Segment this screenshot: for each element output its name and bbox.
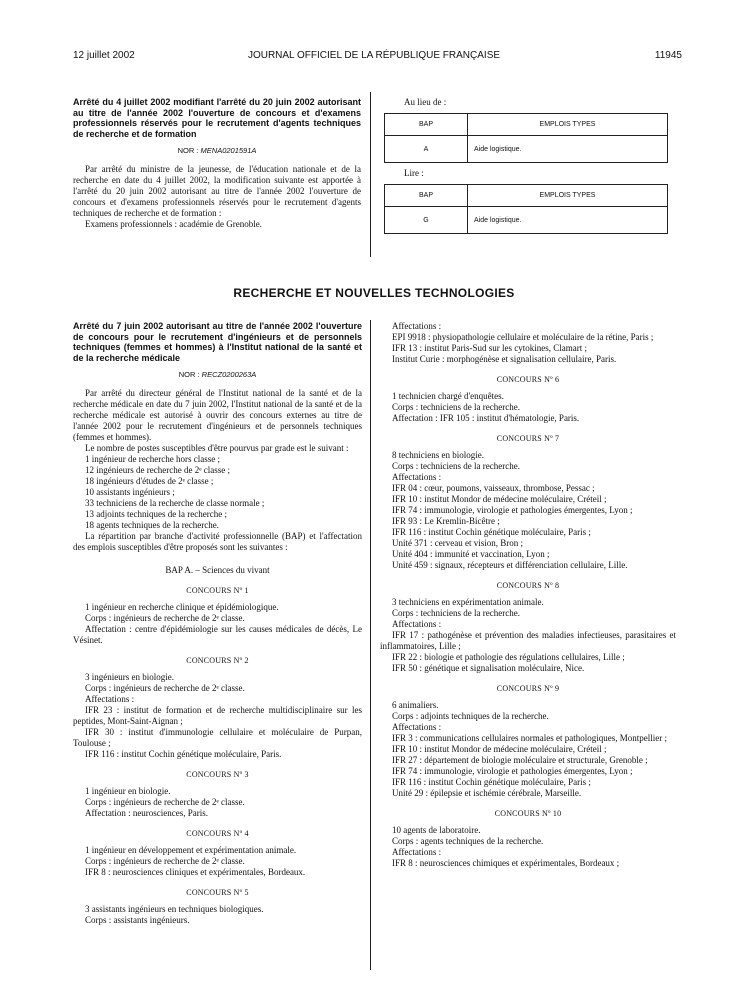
concours-heading: CONCOURS Nº 3 [186, 770, 249, 779]
list-item: Unité 459 : signaux, récepteurs et différenciation cellulaire, Lille. [392, 560, 628, 570]
list-item: Unité 371 : cerveau et vision, Bron ; [392, 538, 523, 548]
arrete2-paragraph: Le nombre de postes susceptibles d'être pourvus par grade est le suivant : [85, 443, 349, 453]
lire-label: Lire : [404, 168, 424, 178]
list-item: 1 technicien chargé d'enquêtes. [392, 391, 504, 401]
emploi-type: Aide logistique. [468, 136, 668, 163]
col-emplois-header: EMPLOIS TYPES [468, 114, 668, 136]
old-bap-table [384, 113, 668, 163]
list-item: 1 ingénieur en recherche clinique et épidémiologique. [85, 602, 279, 612]
list-item: 33 techniciens de la recherche de classe normale ; [85, 498, 265, 508]
list-item: IFR 22 : biologie et pathologie des régulations cellulaires, Lille ; [392, 652, 625, 662]
list-item: 6 animaliers. [392, 700, 439, 710]
concours-heading: CONCOURS Nº 1 [186, 586, 249, 595]
list-item: 10 agents de laboratoire. [392, 825, 481, 835]
list-item: Corps : techniciens de la recherche. [392, 402, 520, 412]
list-item: Unité 404 : immunité et vaccination, Lyon ; [392, 549, 550, 559]
list-item: Corps : techniciens de la recherche. [392, 461, 520, 471]
header-page-number: 11945 [654, 50, 682, 61]
list-item: Unité 29 : épilepsie et ischémie cérébrale, Marseille. [392, 788, 582, 798]
list-item: Affectations : [392, 619, 442, 629]
bap-code: A [385, 136, 468, 163]
nor-label: NOR : [177, 146, 199, 155]
list-item: Affectations : [392, 722, 442, 732]
list-item: Corps : assistants ingénieurs. [85, 915, 190, 925]
list-item: IFR 93 : Le Kremlin-Bicêtre ; [392, 516, 500, 526]
arrete1-paragraph: Par arrêté du ministre de la jeunesse, de l'éducation nationale et de la recherche en date du 4 juillet 2002, la modification suivante est apportée à l'arrêté du 20 juin 2002 autorisant au titre de l'année 2002 l'ouverture de concours et d'examens professionnels réservés pour le recrutement d'agents techniques de recherche et de formation : [73, 164, 361, 218]
list-item: Affectations : [392, 472, 442, 482]
list-item: IFR 8 : neurosciences chimiques et expérimentales, Bordeaux ; [392, 858, 620, 868]
list-item: Affectations : [392, 847, 442, 857]
arrete2-title: Arrêté du 7 juin 2002 autorisant au titre de l'année 2002 l'ouverture de concours pour le recrutement d'ingénieurs et de personnels techniques (femmes et hommes) à l'Institut national de la santé et de la recherche médicale [73, 321, 362, 363]
concours-heading: CONCOURS Nº 10 [494, 809, 562, 818]
correction-column [382, 97, 674, 239]
list-item: Institut Curie : morphogénèse et signalisation cellulaire, Paris. [392, 354, 617, 364]
arrete2-column [73, 321, 362, 926]
list-item: 1 ingénieur de recherche hors classe ; [85, 454, 220, 464]
emploi-type: Aide logistique. [468, 207, 668, 234]
nor-label: NOR : [178, 370, 200, 379]
list-item: 8 techniciens en biologie. [392, 450, 484, 460]
column-divider [370, 320, 371, 970]
nor-code: RECZ0200263A [201, 370, 257, 379]
header-journal-title: JOURNAL OFFICIEL DE LA RÉPUBLIQUE FRANÇAISE [247, 50, 501, 61]
list-item: 1 ingénieur en biologie. [85, 786, 171, 796]
list-item: IFR 13 : institut Paris-Sud sur les cytokines, Clamart ; [392, 343, 587, 353]
section-title: RECHERCHE ET NOUVELLES TECHNOLOGIES [233, 286, 515, 300]
bap-heading: BAP A. – Sciences du vivant [165, 565, 270, 575]
concours-heading: CONCOURS Nº 4 [186, 829, 249, 838]
list-item: EPI 9918 : physiopathologie cellulaire et moléculaire de la rétine, Paris ; [392, 332, 654, 342]
list-item: 10 assistants ingénieurs ; [85, 487, 175, 497]
list-item: Affectation : IFR 105 : institut d'hématologie, Paris. [392, 413, 580, 423]
list-item: IFR 04 : cœur, poumons, vaisseaux, thrombose, Pessac ; [392, 483, 595, 493]
concours-heading: CONCOURS Nº 8 [496, 581, 560, 590]
list-item: 3 assistants ingénieurs en techniques biologiques. [85, 904, 264, 914]
list-item: Corps : ingénieurs de recherche de 2ᵉ classe. [85, 683, 245, 693]
list-item: Corps : agents techniques de la recherche. [392, 836, 544, 846]
arrete2-paragraph: Par arrêté du directeur général de l'Institut national de la santé et de la recherche médicale en date du 7 juin 2002, l'Institut national de la santé et de la recherche médicale est autorisé à ouvrir des concours externes au titre de l'année 2002 pour le recrutement d'ingénieurs et de personnels techniques (femmes et hommes). [73, 388, 362, 442]
header-date: 12 juillet 2002 [73, 50, 135, 61]
table-row [385, 207, 668, 234]
list-item: Affectations : [85, 694, 135, 704]
list-item: Corps : ingénieurs de recherche de 2ᵉ classe. [85, 797, 245, 807]
col-emplois-header: EMPLOIS TYPES [468, 185, 668, 207]
list-item: IFR 27 : département de biologie moléculaire et structurale, Grenoble ; [392, 755, 648, 765]
list-item: Corps : adjoints techniques de la recherche. [392, 711, 549, 721]
arrete2-nor [73, 369, 362, 380]
list-item: Affectations : [392, 321, 442, 331]
list-item: IFR 116 : institut Cochin génétique moléculaire, Paris. [85, 749, 282, 759]
concours-heading: CONCOURS Nº 9 [496, 684, 560, 693]
list-item: IFR 116 : institut Cochin génétique moléculaire, Paris ; [392, 527, 591, 537]
list-item: IFR 116 : institut Cochin génétique moléculaire, Paris ; [392, 777, 591, 787]
list-item: IFR 10 : institut Mondor de médecine moléculaire, Créteil ; [392, 494, 607, 504]
list-item: IFR 50 : génétique et signalisation moléculaire, Nice. [392, 663, 585, 673]
arrete1-paragraph: Examens professionnels : académie de Grenoble. [85, 219, 262, 229]
table-header-row [385, 114, 668, 136]
arrete1-column [73, 97, 361, 230]
list-item: IFR 10 : institut Mondor de médecine moléculaire, Créteil ; [392, 744, 607, 754]
list-item: 18 agents techniques de la recherche. [85, 520, 219, 530]
list-item: Affectation : centre d'épidémiologie sur les causes médicales de décès, Le Vésinet. [73, 624, 362, 645]
arrete1-nor [73, 145, 361, 156]
list-item: Affectation : neurosciences, Paris. [85, 808, 209, 818]
new-bap-table [384, 184, 668, 234]
col-bap-header: BAP [385, 114, 468, 136]
arrete2-paragraph: La répartition par branche d'activité professionnelle (BAP) et l'affectation des emplois susceptibles d'être proposés sont les suivantes : [73, 531, 362, 552]
concours-heading: CONCOURS Nº 6 [496, 375, 560, 384]
list-item: 12 ingénieurs de recherche de 2ᵉ classe ; [85, 465, 230, 475]
au-lieu-de-label: Au lieu de : [404, 97, 447, 107]
list-item: IFR 30 : institut d'immunologie cellulaire et moléculaire de Purpan, Toulouse ; [73, 727, 362, 748]
table-row [385, 136, 668, 163]
list-item: IFR 74 : immunologie, virologie et pathologies émergentes, Lyon ; [392, 505, 633, 515]
list-item: Corps : techniciens de la recherche. [392, 608, 520, 618]
list-item: Corps : ingénieurs de recherche de 2ᵉ classe. [85, 856, 245, 866]
list-item: 1 ingénieur en développement et expérimentation animale. [85, 845, 297, 855]
bap-code: G [385, 207, 468, 234]
list-item: 18 ingénieurs d'études de 2ᵉ classe ; [85, 476, 214, 486]
col-bap-header: BAP [385, 185, 468, 207]
concours-heading: CONCOURS Nº 7 [496, 434, 560, 443]
list-item: Corps : ingénieurs de recherche de 2ᵉ classe. [85, 613, 245, 623]
list-item: IFR 23 : institut de formation et de recherche multidisciplinaire sur les peptides, Mont-Saint-Aignan ; [73, 705, 362, 726]
column-divider [370, 92, 371, 257]
nor-code: MENA0201591A [200, 146, 257, 155]
concours-heading: CONCOURS Nº 5 [186, 888, 249, 897]
right-column [380, 321, 676, 869]
concours-heading: CONCOURS Nº 2 [186, 656, 249, 665]
list-item: 13 adjoints techniques de la recherche ; [85, 509, 227, 519]
list-item: 3 techniciens en expérimentation animale. [392, 597, 544, 607]
arrete1-title: Arrêté du 4 juillet 2002 modifiant l'arrêté du 20 juin 2002 autorisant au titre de l'année 2002 l'ouverture de concours et d'examens professionnels réservés pour le recrutement d'agents techniques de recherche et de formation [73, 97, 361, 139]
list-item: IFR 3 : communications cellulaires normales et pathologiques, Montpellier ; [392, 733, 667, 743]
table-header-row [385, 185, 668, 207]
list-item: IFR 8 : neurosciences cliniques et expérimentales, Bordeaux. [85, 867, 306, 877]
list-item: 3 ingénieurs en biologie. [85, 672, 174, 682]
list-item: IFR 17 : pathogénèse et prévention des maladies infectieuses, parasitaires et inflammatoires, Lille ; [380, 630, 676, 651]
list-item: IFR 74 : immunologie, virologie et pathologies émergentes, Lyon ; [392, 766, 633, 776]
